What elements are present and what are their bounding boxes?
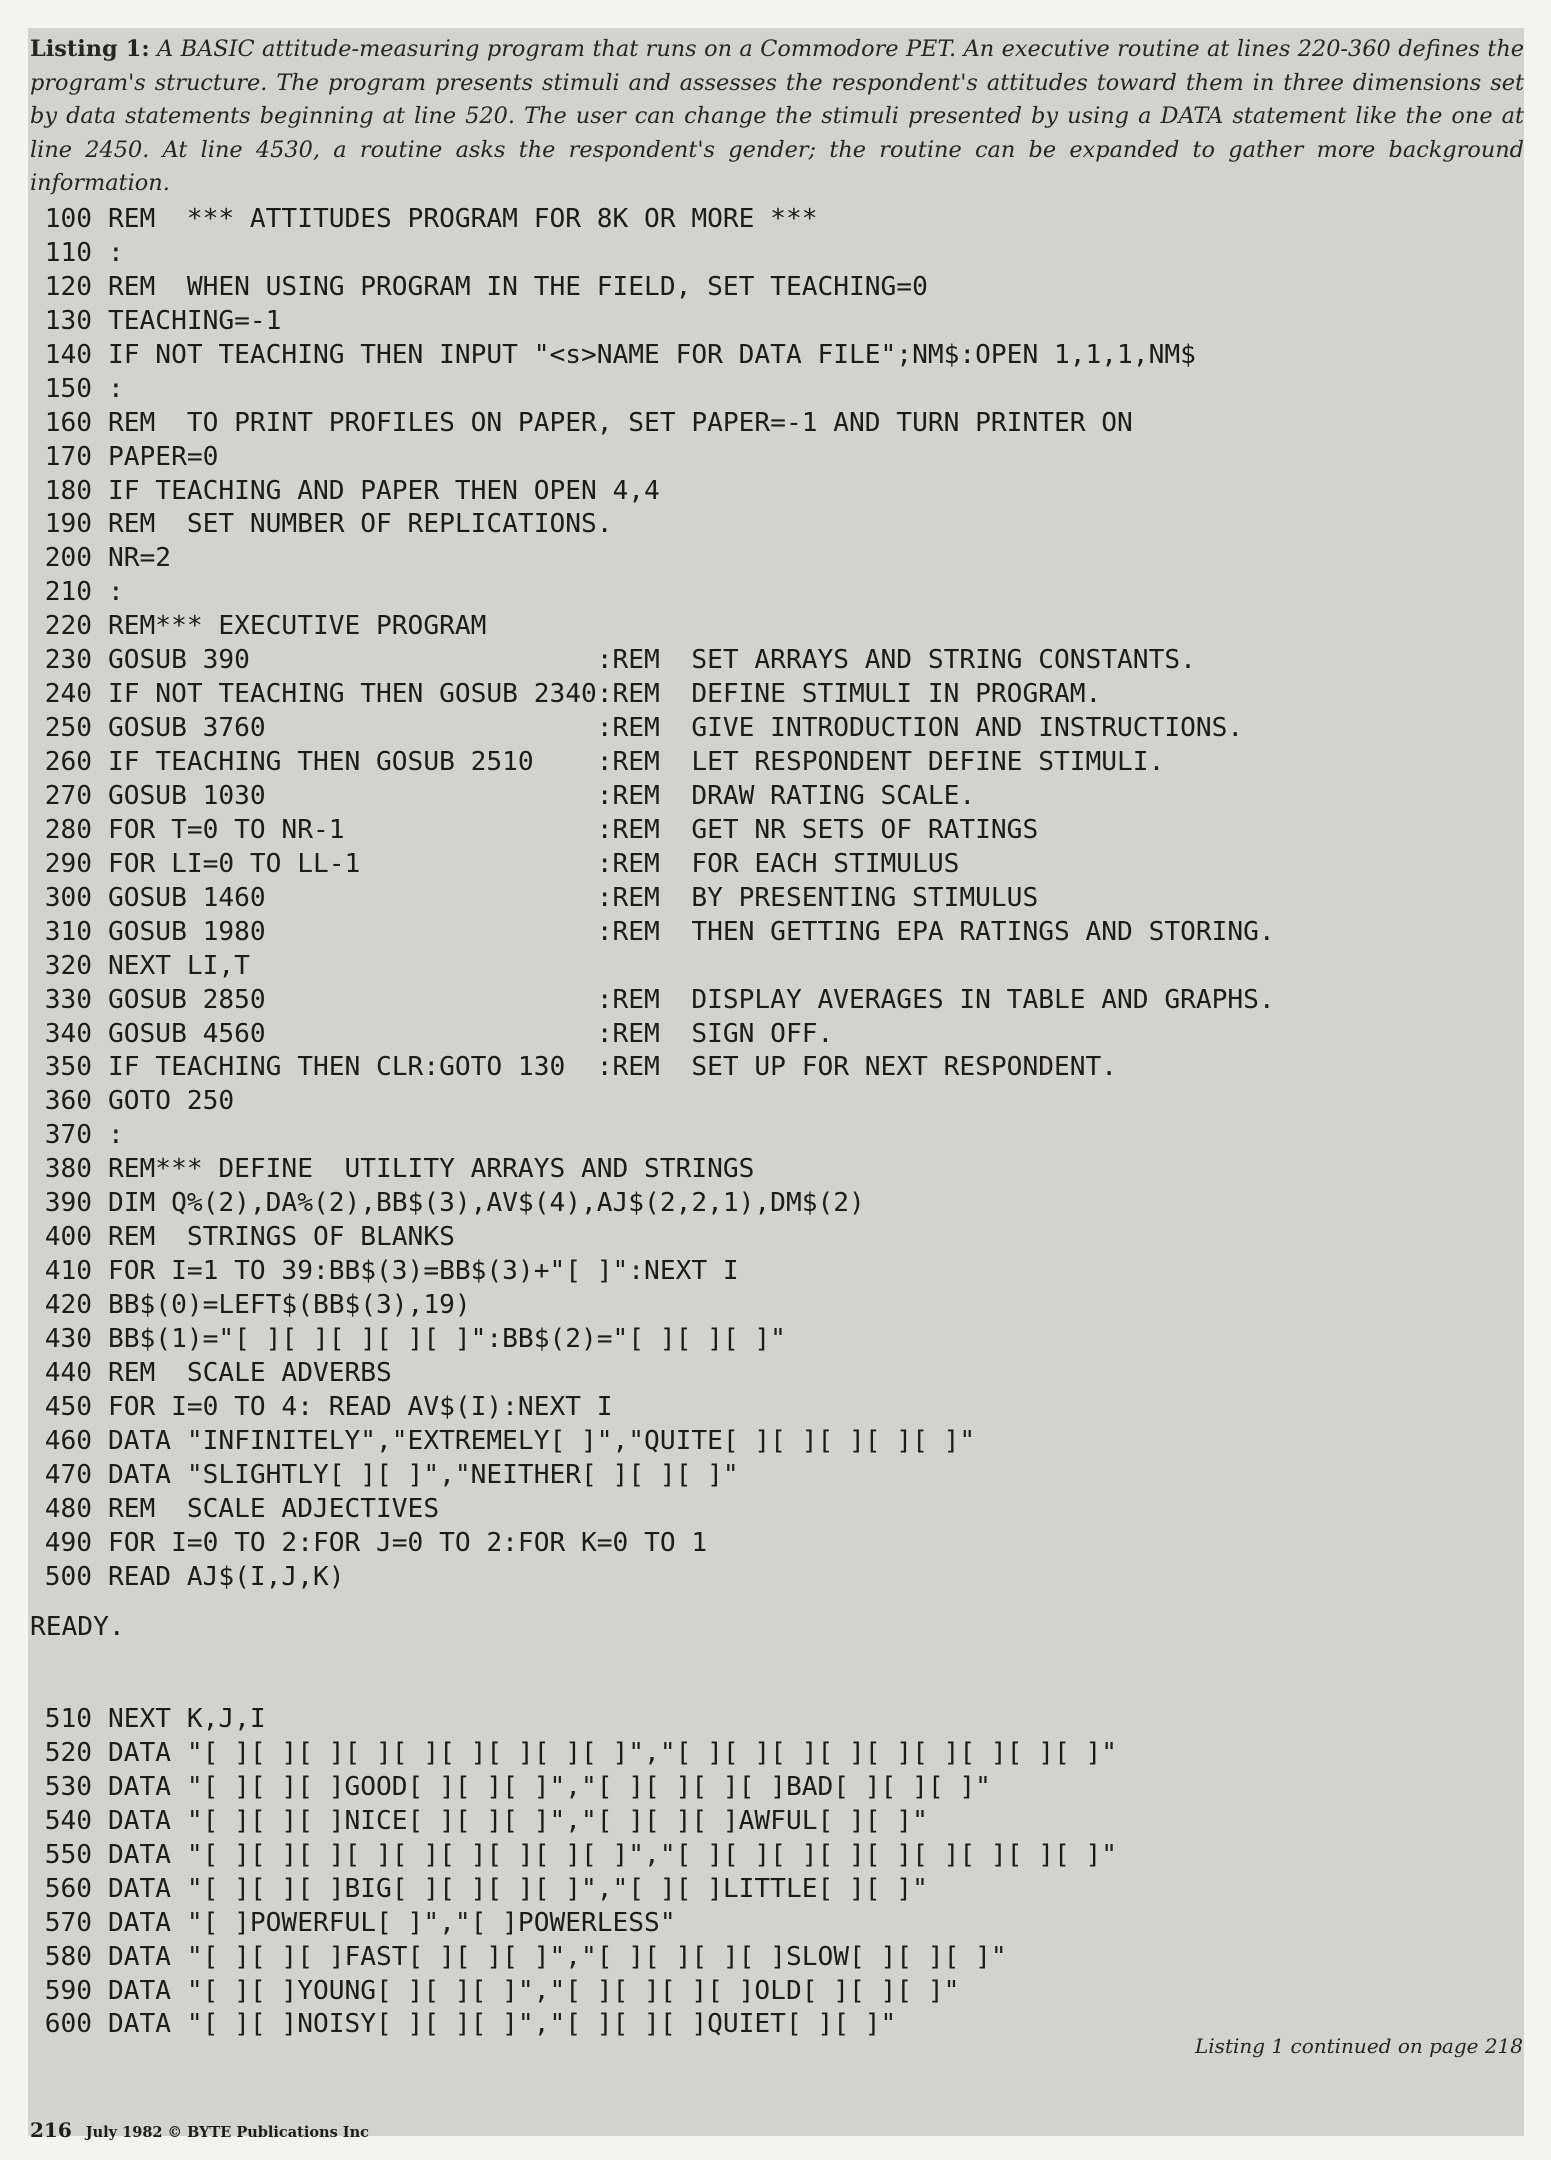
code-line bbox=[30, 712, 1524, 746]
line-code: GOSUB 4560 :REM SIGN OFF. bbox=[108, 1018, 834, 1049]
line-number: 330 bbox=[44, 984, 92, 1015]
line-number: 570 bbox=[44, 1907, 92, 1938]
line-number: 270 bbox=[44, 780, 92, 811]
line-number: 260 bbox=[44, 747, 92, 777]
code-line bbox=[30, 1941, 1524, 1975]
line-code: : bbox=[108, 237, 124, 268]
code-line bbox=[30, 373, 1524, 407]
line-code: DATA "INFINITELY","EXTREMELY[ ]","QUITE[ ][ ][ ][ ][ ]" bbox=[108, 1425, 976, 1456]
line-code: READ AJ$(I,J,K) bbox=[108, 1561, 345, 1592]
line-number: 350 bbox=[44, 1052, 92, 1083]
code-line bbox=[30, 237, 1524, 271]
line-number: 320 bbox=[44, 950, 92, 981]
code-line bbox=[30, 407, 1524, 441]
code-line bbox=[30, 950, 1524, 984]
line-code: REM WHEN USING PROGRAM IN THE FIELD, SET TEACHING=0 bbox=[108, 271, 928, 302]
code-line bbox=[30, 1425, 1524, 1459]
line-code: REM TO PRINT PROFILES ON PAPER, SET PAPER=-1 AND TURN PRINTER ON bbox=[108, 407, 1133, 438]
line-code: DIM Q%(2),DA%(2),BB$(3),AV$(4),AJ$(2,2,1),DM$(2) bbox=[108, 1188, 865, 1219]
line-number: 140 bbox=[44, 339, 92, 370]
code-line bbox=[30, 339, 1524, 373]
continued-note: Listing 1 continued on page 218 bbox=[1195, 2034, 1523, 2058]
code-line bbox=[30, 1357, 1524, 1391]
code-line bbox=[30, 271, 1524, 305]
caption-text: A BASIC attitude-measuring program that runs on a Commodore PET. An executive routine at lines 220-360 defines the program's structure. The program presents stimuli and assesses the respondent's attitudes toward them in three dimensions set by data statements beginning at line 520. The user can change the stimuli presented by using a DATA statement like the one at line 2450. At line 4530, a routine asks the respondent's gender; the routine can be expanded to gather more background information. bbox=[30, 36, 1524, 196]
line-code: DATA "[ ][ ][ ][ ][ ][ ][ ][ ][ ]","[ ][ ][ ][ ][ ][ ][ ][ ][ ]" bbox=[108, 1737, 1118, 1768]
line-code: GOSUB 1030 :REM DRAW RATING SCALE. bbox=[108, 780, 976, 811]
code-line bbox=[30, 542, 1524, 576]
line-code: REM SCALE ADVERBS bbox=[108, 1357, 392, 1388]
line-code: : bbox=[108, 1120, 124, 1151]
line-number: 480 bbox=[44, 1493, 92, 1524]
line-number: 300 bbox=[44, 882, 92, 913]
line-number: 460 bbox=[44, 1425, 92, 1456]
line-code: DATA "SLIGHTLY[ ][ ]","NEITHER[ ][ ][ ]" bbox=[108, 1459, 739, 1490]
line-number: 130 bbox=[44, 305, 92, 336]
line-code: TEACHING=-1 bbox=[108, 305, 282, 336]
line-code: DATA "[ ][ ][ ]BIG[ ][ ][ ][ ]","[ ][ ]LITTLE[ ][ ]" bbox=[108, 1873, 928, 1904]
line-code: : bbox=[108, 577, 124, 608]
line-number: 180 bbox=[44, 475, 92, 506]
code-line bbox=[30, 780, 1524, 814]
line-code: FOR T=0 TO NR-1 :REM GET NR SETS OF RATINGS bbox=[108, 814, 1039, 845]
code-listing-part-1 bbox=[30, 203, 1524, 1594]
listing-caption bbox=[30, 33, 1524, 201]
code-line bbox=[30, 1289, 1524, 1323]
line-code: REM*** DEFINE UTILITY ARRAYS AND STRINGS bbox=[108, 1154, 755, 1185]
code-line bbox=[30, 1737, 1524, 1771]
line-code: REM SET NUMBER OF REPLICATIONS. bbox=[108, 509, 613, 540]
code-line bbox=[30, 305, 1524, 339]
code-line bbox=[30, 441, 1524, 475]
line-number: 580 bbox=[44, 1941, 92, 1972]
code-line bbox=[30, 1975, 1524, 2009]
code-line bbox=[30, 475, 1524, 509]
code-line bbox=[30, 576, 1524, 610]
line-code: BB$(0)=LEFT$(BB$(3),19) bbox=[108, 1290, 471, 1320]
line-code: DATA "[ ][ ][ ]GOOD[ ][ ][ ]","[ ][ ][ ][ ]BAD[ ][ ][ ]" bbox=[108, 1771, 991, 1802]
line-number: 490 bbox=[44, 1527, 92, 1558]
line-code: FOR I=0 TO 2:FOR J=0 TO 2:FOR K=0 TO 1 bbox=[108, 1527, 708, 1558]
line-number: 210 bbox=[44, 577, 92, 608]
line-number: 370 bbox=[44, 1120, 92, 1151]
line-code: NEXT LI,T bbox=[108, 950, 250, 981]
line-code: DATA "[ ]POWERFUL[ ]","[ ]POWERLESS" bbox=[108, 1907, 676, 1938]
line-code: PAPER=0 bbox=[108, 441, 219, 472]
line-code: GOSUB 1980 :REM THEN GETTING EPA RATINGS AND STORING. bbox=[108, 916, 1275, 947]
line-number: 290 bbox=[44, 848, 92, 879]
line-number: 170 bbox=[44, 441, 92, 472]
code-line bbox=[30, 1255, 1524, 1289]
line-number: 470 bbox=[44, 1459, 92, 1490]
line-code: GOSUB 2850 :REM DISPLAY AVERAGES IN TABLE AND GRAPHS. bbox=[108, 984, 1275, 1015]
code-line bbox=[30, 1527, 1524, 1561]
code-line bbox=[30, 644, 1524, 678]
line-code: REM *** ATTITUDES PROGRAM FOR 8K OR MORE *** bbox=[108, 204, 818, 234]
page-number: 216 bbox=[30, 2118, 72, 2142]
code-line bbox=[30, 508, 1524, 542]
line-number: 400 bbox=[44, 1222, 92, 1253]
caption-label: Listing 1: bbox=[30, 36, 150, 62]
code-line bbox=[30, 848, 1524, 882]
line-number: 380 bbox=[44, 1154, 92, 1185]
line-code: DATA "[ ][ ][ ]NICE[ ][ ][ ]","[ ][ ][ ]AWFUL[ ][ ]" bbox=[108, 1805, 928, 1836]
line-code: REM*** EXECUTIVE PROGRAM bbox=[108, 611, 487, 642]
code-line bbox=[30, 746, 1524, 780]
ready-prompt: READY. bbox=[30, 1612, 125, 1642]
line-number: 590 bbox=[44, 1975, 92, 2006]
line-number: 120 bbox=[44, 271, 92, 302]
line-number: 110 bbox=[44, 237, 92, 268]
line-number: 150 bbox=[44, 373, 92, 404]
code-line bbox=[30, 1873, 1524, 1907]
line-number: 520 bbox=[44, 1737, 92, 1768]
line-number: 100 bbox=[44, 204, 92, 234]
line-number: 510 bbox=[44, 1704, 92, 1734]
line-number: 230 bbox=[44, 645, 92, 676]
code-line bbox=[30, 1391, 1524, 1425]
code-line bbox=[30, 1771, 1524, 1805]
code-line bbox=[30, 1119, 1524, 1153]
code-line bbox=[30, 678, 1524, 712]
line-code: DATA "[ ][ ]NOISY[ ][ ][ ]","[ ][ ][ ]QUIET[ ][ ]" bbox=[108, 2009, 897, 2040]
line-code: GOSUB 390 :REM SET ARRAYS AND STRING CONSTANTS. bbox=[108, 645, 1196, 676]
line-code: FOR LI=0 TO LL-1 :REM FOR EACH STIMULUS bbox=[108, 848, 960, 879]
code-listing-part-2 bbox=[30, 1703, 1524, 2042]
code-line bbox=[30, 1459, 1524, 1493]
line-number: 600 bbox=[44, 2009, 92, 2040]
line-number: 280 bbox=[44, 814, 92, 845]
code-line bbox=[30, 1839, 1524, 1873]
line-number: 160 bbox=[44, 407, 92, 438]
line-code: IF NOT TEACHING THEN INPUT "<s>NAME FOR DATA FILE";NM$:OPEN 1,1,1,NM$ bbox=[108, 339, 1196, 370]
line-number: 530 bbox=[44, 1771, 92, 1802]
line-number: 240 bbox=[44, 679, 92, 710]
line-number: 420 bbox=[44, 1290, 92, 1320]
line-code: GOSUB 1460 :REM BY PRESENTING STIMULUS bbox=[108, 882, 1039, 913]
line-number: 450 bbox=[44, 1391, 92, 1422]
line-number: 310 bbox=[44, 916, 92, 947]
code-line bbox=[30, 1085, 1524, 1119]
code-line bbox=[30, 1221, 1524, 1255]
line-code: NEXT K,J,I bbox=[108, 1704, 266, 1734]
line-number: 540 bbox=[44, 1805, 92, 1836]
line-number: 340 bbox=[44, 1018, 92, 1049]
line-code: FOR I=0 TO 4: READ AV$(I):NEXT I bbox=[108, 1391, 613, 1422]
line-code: DATA "[ ][ ][ ][ ][ ][ ][ ][ ][ ]","[ ][ ][ ][ ][ ][ ][ ][ ][ ]" bbox=[108, 1839, 1118, 1870]
line-code: REM SCALE ADJECTIVES bbox=[108, 1493, 440, 1524]
line-number: 560 bbox=[44, 1873, 92, 1904]
line-number: 200 bbox=[44, 543, 92, 574]
code-line bbox=[30, 1907, 1524, 1941]
line-code: GOSUB 3760 :REM GIVE INTRODUCTION AND INSTRUCTIONS. bbox=[108, 713, 1244, 744]
code-line bbox=[30, 203, 1524, 237]
line-code: NR=2 bbox=[108, 543, 172, 574]
code-line bbox=[30, 1703, 1524, 1737]
line-number: 190 bbox=[44, 509, 92, 540]
line-code: REM STRINGS OF BLANKS bbox=[108, 1222, 455, 1253]
code-line bbox=[30, 1051, 1524, 1085]
line-number: 360 bbox=[44, 1086, 92, 1117]
code-line bbox=[30, 1493, 1524, 1527]
publication-line: July 1982 © BYTE Publications Inc bbox=[85, 2124, 369, 2141]
line-code: IF TEACHING THEN GOSUB 2510 :REM LET RESPONDENT DEFINE STIMULI. bbox=[108, 747, 1165, 777]
line-number: 220 bbox=[44, 611, 92, 642]
line-code: : bbox=[108, 373, 124, 404]
code-line bbox=[30, 882, 1524, 916]
line-code: BB$(1)="[ ][ ][ ][ ][ ]":BB$(2)="[ ][ ][ ]" bbox=[108, 1323, 786, 1354]
page-footer bbox=[30, 2118, 369, 2142]
code-line bbox=[30, 1153, 1524, 1187]
line-code: DATA "[ ][ ][ ]FAST[ ][ ][ ]","[ ][ ][ ][ ]SLOW[ ][ ][ ]" bbox=[108, 1941, 1007, 1972]
code-line bbox=[30, 1805, 1524, 1839]
code-line bbox=[30, 1561, 1524, 1595]
code-line bbox=[30, 1323, 1524, 1357]
code-line bbox=[30, 814, 1524, 848]
line-code: GOTO 250 bbox=[108, 1086, 235, 1117]
line-number: 390 bbox=[44, 1188, 92, 1219]
line-number: 430 bbox=[44, 1323, 92, 1354]
line-number: 440 bbox=[44, 1357, 92, 1388]
code-line bbox=[30, 1018, 1524, 1052]
line-number: 250 bbox=[44, 713, 92, 744]
code-line bbox=[30, 916, 1524, 950]
line-code: IF TEACHING THEN CLR:GOTO 130 :REM SET UP FOR NEXT RESPONDENT. bbox=[108, 1052, 1118, 1083]
code-line bbox=[30, 610, 1524, 644]
line-code: FOR I=1 TO 39:BB$(3)=BB$(3)+"[ ]":NEXT I bbox=[108, 1256, 739, 1287]
line-number: 500 bbox=[44, 1561, 92, 1592]
line-code: IF TEACHING AND PAPER THEN OPEN 4,4 bbox=[108, 475, 660, 506]
line-number: 550 bbox=[44, 1839, 92, 1870]
line-number: 410 bbox=[44, 1256, 92, 1287]
line-code: DATA "[ ][ ]YOUNG[ ][ ][ ]","[ ][ ][ ][ ]OLD[ ][ ][ ]" bbox=[108, 1975, 960, 2006]
line-code: IF NOT TEACHING THEN GOSUB 2340:REM DEFINE STIMULI IN PROGRAM. bbox=[108, 679, 1102, 710]
code-line bbox=[30, 1187, 1524, 1221]
code-line bbox=[30, 984, 1524, 1018]
